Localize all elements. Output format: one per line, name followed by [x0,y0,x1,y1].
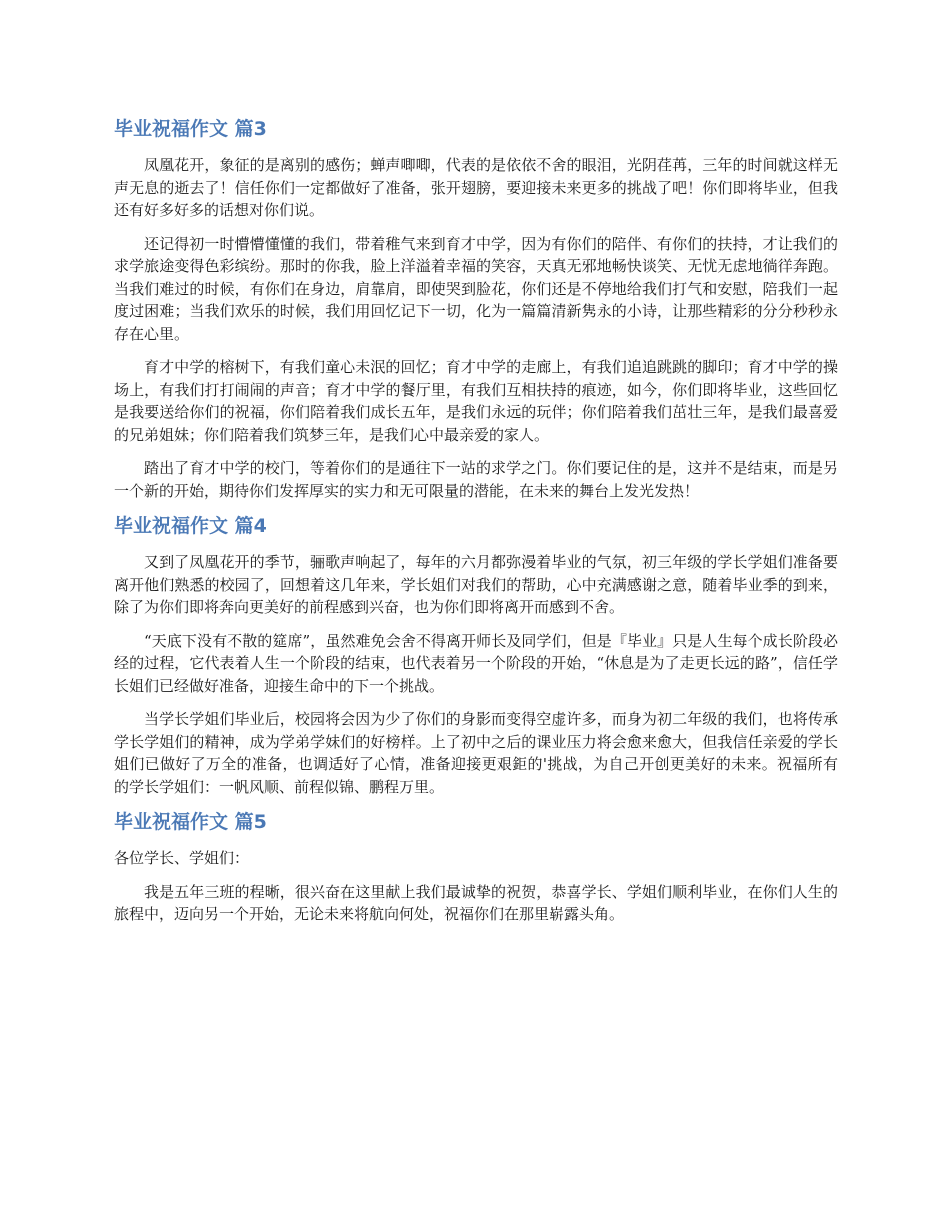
section-3 [114,116,838,502]
paragraph: 又到了凤凰花开的季节，骊歌声响起了，每年的六月都弥漫着毕业的气氛，初三年级的学长学姐们准备要离开他们熟悉的校园了，回想着这几年来，学长姐们对我们的帮助，心中充满感谢之意，随着毕业季的到来，除了为你们即将奔向更美好的前程感到兴奋，也为你们即将离开而感到不舍。 [114,553,838,616]
paragraph: 育才中学的榕树下，有我们童心未泯的回忆；育才中学的走廊上，有我们追追跳跳的脚印；育才中学的操场上，有我们打打闹闹的声音；育才中学的餐厅里，有我们互相扶持的痕迹，如今，你们即将毕业，这些回忆是我要送给你们的祝福，你们陪着我们成长五年，是我们永远的玩伴；你们陪着我们茁壮三年，是我们最喜爱的兄弟姐妹；你们陪着我们筑梦三年，是我们心中最亲爱的家人。 [114,358,838,444]
paragraph: 踏出了育才中学的校门，等着你们的是通往下一站的求学之门。你们要记住的是，这并不是结束，而是另一个新的开始，期待你们发挥厚实的实力和无可限量的潜能，在未来的舞台上发光发热！ [114,459,838,500]
document-page [114,108,838,937]
section-4 [114,513,838,798]
salutation: 各位学长、学姐们： [114,849,250,867]
section-title: 毕业祝福作文 篇4 [114,515,267,537]
section-5 [114,809,838,926]
section-title: 毕业祝福作文 篇5 [114,811,267,833]
paragraph: 我是五年三班的程晰，很兴奋在这里献上我们最诚挚的祝贺，恭喜学长、学姐们顺利毕业，在你们人生的旅程中，迈向另一个开始，无论未来将航向何处，祝福你们在那里崭露头角。 [114,882,838,923]
paragraph: 凤凰花开，象征的是离别的感伤；蝉声唧唧，代表的是依依不舍的眼泪，光阴荏苒，三年的时间就这样无声无息的逝去了！信任你们一定都做好了准备，张开翅膀，要迎接未来更多的挑战了吧！你们即将毕业，但我还有好多好多的话想对你们说。 [114,156,838,219]
section-title: 毕业祝福作文 篇3 [114,118,267,140]
paragraph: “天底下没有不散的筵席”，虽然难免会舍不得离开师长及同学们，但是『毕业』只是人生每个成长阶段必经的过程，它代表着人生一个阶段的结束，也代表着另一个阶段的开始，“休息是为了走更长远的路”，信任学长姐们已经做好准备，迎接生命中的下一个挑战。 [114,631,838,695]
paragraph: 当学长学姐们毕业后，校园将会因为少了你们的身影而变得空虚许多，而身为初二年级的我们，也将传承学长学姐们的精神，成为学弟学妹们的好榜样。上了初中之后的课业压力将会愈来愈大，但我信任亲爱的学长姐们已做好了万全的准备，也调适好了心情，准备迎接更艰鉅的'挑战，为自己开创更美好的未来。祝福所有的学长学姐们：一帆风顺、前程似锦、鹏程万里。 [114,710,838,796]
paragraph: 还记得初一时懵懵懂懂的我们，带着稚气来到育才中学，因为有你们的陪伴、有你们的扶持，才让我们的求学旅途变得色彩缤纷。那时的你我，脸上洋溢着幸福的笑容，天真无邪地畅快谈笑、无忧无虑地徜徉奔跑。当我们难过的时候，有你们在身边，肩靠肩，即使哭到脸花，你们还是不停地给我们打气和安慰，陪我们一起度过困难；当我们欢乐的时候，我们用回忆记下一切，化为一篇篇清新隽永的小诗，让那些精彩的分分秒秒永存在心里。 [114,234,838,343]
